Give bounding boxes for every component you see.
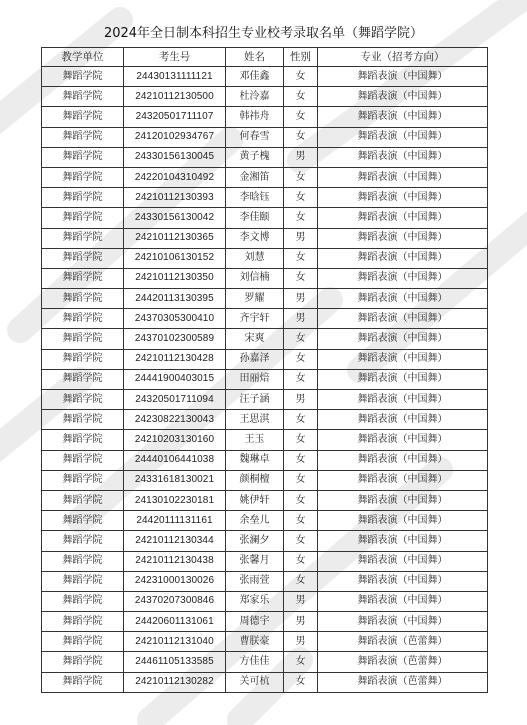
table-row	[42, 672, 488, 692]
cell-unit: 舞蹈学院	[42, 349, 124, 369]
cell-exam-id: 24320501711094	[124, 390, 226, 410]
cell-major: 舞蹈表演（中国舞）	[318, 309, 488, 329]
cell-name: 李佳颐	[226, 208, 284, 228]
cell-major: 舞蹈表演（中国舞）	[318, 369, 488, 389]
cell-unit: 舞蹈学院	[42, 652, 124, 672]
cell-unit: 舞蹈学院	[42, 107, 124, 127]
cell-exam-id: 24420113130395	[124, 289, 226, 309]
cell-exam-id: 24210203130160	[124, 430, 226, 450]
table-row	[42, 430, 488, 450]
cell-unit: 舞蹈学院	[42, 511, 124, 531]
cell-exam-id: 24210112130350	[124, 268, 226, 288]
cell-gender: 女	[284, 511, 318, 531]
cell-name: 金湘笛	[226, 167, 284, 187]
cell-gender: 男	[284, 591, 318, 611]
cell-gender: 男	[284, 228, 318, 248]
cell-gender: 女	[284, 87, 318, 107]
cell-exam-id: 24330156130045	[124, 147, 226, 167]
cell-exam-id: 24441900403015	[124, 369, 226, 389]
cell-exam-id: 24370207300846	[124, 591, 226, 611]
cell-name: 孙嘉泽	[226, 349, 284, 369]
cell-name: 王思淇	[226, 410, 284, 430]
cell-major: 舞蹈表演（中国舞）	[318, 167, 488, 187]
cell-major: 舞蹈表演（中国舞）	[318, 490, 488, 510]
cell-gender: 女	[284, 127, 318, 147]
table-row	[42, 410, 488, 430]
cell-major: 舞蹈表演（中国舞）	[318, 349, 488, 369]
cell-gender: 女	[284, 107, 318, 127]
table-row	[42, 188, 488, 208]
cell-name: 姚伊轩	[226, 490, 284, 510]
table-row	[42, 369, 488, 389]
cell-exam-id: 24210112130428	[124, 349, 226, 369]
cell-exam-id: 24331618130021	[124, 470, 226, 490]
table-row	[42, 147, 488, 167]
cell-name: 颜桐檀	[226, 470, 284, 490]
cell-exam-id: 24210112130438	[124, 551, 226, 571]
cell-gender: 女	[284, 450, 318, 470]
cell-major: 舞蹈表演（芭蕾舞）	[318, 652, 488, 672]
header-row	[42, 48, 488, 67]
cell-gender: 女	[284, 551, 318, 571]
cell-major: 舞蹈表演（中国舞）	[318, 531, 488, 551]
table-row	[42, 309, 488, 329]
cell-exam-id: 24370102300589	[124, 329, 226, 349]
cell-gender: 女	[284, 349, 318, 369]
table-row	[42, 612, 488, 632]
cell-major: 舞蹈表演（中国舞）	[318, 390, 488, 410]
cell-name: 齐宇轩	[226, 309, 284, 329]
cell-major: 舞蹈表演（中国舞）	[318, 208, 488, 228]
cell-name: 余垒儿	[226, 511, 284, 531]
table-row	[42, 107, 488, 127]
cell-exam-id: 24220104310492	[124, 167, 226, 187]
cell-exam-id: 24370305300410	[124, 309, 226, 329]
cell-name: 杜泠嘉	[226, 87, 284, 107]
cell-unit: 舞蹈学院	[42, 167, 124, 187]
cell-unit: 舞蹈学院	[42, 309, 124, 329]
table-row	[42, 632, 488, 652]
table-row	[42, 268, 488, 288]
cell-unit: 舞蹈学院	[42, 390, 124, 410]
header-major: 专业（招考方向）	[318, 48, 488, 67]
cell-name: 关可杭	[226, 672, 284, 692]
cell-major: 舞蹈表演（中国舞）	[318, 127, 488, 147]
cell-gender: 女	[284, 672, 318, 692]
cell-exam-id: 24430131111121	[124, 67, 226, 87]
cell-name: 王玉	[226, 430, 284, 450]
cell-unit: 舞蹈学院	[42, 551, 124, 571]
cell-unit: 舞蹈学院	[42, 470, 124, 490]
cell-gender: 女	[284, 531, 318, 551]
cell-gender: 女	[284, 208, 318, 228]
cell-unit: 舞蹈学院	[42, 490, 124, 510]
cell-gender: 女	[284, 490, 318, 510]
cell-unit: 舞蹈学院	[42, 531, 124, 551]
cell-major: 舞蹈表演（中国舞）	[318, 470, 488, 490]
cell-unit: 舞蹈学院	[42, 67, 124, 87]
cell-exam-id: 24130102230181	[124, 490, 226, 510]
cell-unit: 舞蹈学院	[42, 450, 124, 470]
cell-name: 田丽焙	[226, 369, 284, 389]
table-row	[42, 349, 488, 369]
cell-unit: 舞蹈学院	[42, 410, 124, 430]
cell-gender: 女	[284, 571, 318, 591]
table-row	[42, 652, 488, 672]
cell-major: 舞蹈表演（中国舞）	[318, 147, 488, 167]
cell-name: 罗耀	[226, 289, 284, 309]
table-row	[42, 127, 488, 147]
table-row	[42, 289, 488, 309]
cell-name: 李晗钰	[226, 188, 284, 208]
cell-major: 舞蹈表演（中国舞）	[318, 188, 488, 208]
cell-name: 刘慧	[226, 248, 284, 268]
cell-gender: 女	[284, 430, 318, 450]
table-row	[42, 67, 488, 87]
table-header	[42, 48, 488, 67]
cell-unit: 舞蹈学院	[42, 87, 124, 107]
cell-exam-id: 24320501711107	[124, 107, 226, 127]
cell-unit: 舞蹈学院	[42, 430, 124, 450]
cell-major: 舞蹈表演（中国舞）	[318, 289, 488, 309]
table-row	[42, 470, 488, 490]
cell-name: 郑家乐	[226, 591, 284, 611]
cell-gender: 男	[284, 147, 318, 167]
header-name: 姓名	[226, 48, 284, 67]
cell-major: 舞蹈表演（中国舞）	[318, 410, 488, 430]
cell-major: 舞蹈表演（中国舞）	[318, 430, 488, 450]
cell-unit: 舞蹈学院	[42, 369, 124, 389]
cell-gender: 男	[284, 612, 318, 632]
cell-exam-id: 24231000130026	[124, 571, 226, 591]
cell-exam-id: 24420601131061	[124, 612, 226, 632]
cell-exam-id: 24210112130393	[124, 188, 226, 208]
cell-unit: 舞蹈学院	[42, 228, 124, 248]
cell-unit: 舞蹈学院	[42, 571, 124, 591]
cell-major: 舞蹈表演（中国舞）	[318, 612, 488, 632]
table-row	[42, 551, 488, 571]
cell-unit: 舞蹈学院	[42, 127, 124, 147]
cell-gender: 女	[284, 369, 318, 389]
cell-unit: 舞蹈学院	[42, 147, 124, 167]
cell-gender: 女	[284, 188, 318, 208]
table-row	[42, 228, 488, 248]
cell-unit: 舞蹈学院	[42, 632, 124, 652]
cell-unit: 舞蹈学院	[42, 329, 124, 349]
cell-exam-id: 24461105133585	[124, 652, 226, 672]
cell-unit: 舞蹈学院	[42, 208, 124, 228]
cell-exam-id: 24210112131040	[124, 632, 226, 652]
cell-exam-id: 24420111131161	[124, 511, 226, 531]
table-row	[42, 329, 488, 349]
cell-name: 张雨萱	[226, 571, 284, 591]
table-row	[42, 511, 488, 531]
cell-major: 舞蹈表演（中国舞）	[318, 551, 488, 571]
cell-name: 周德宇	[226, 612, 284, 632]
cell-unit: 舞蹈学院	[42, 248, 124, 268]
table-row	[42, 248, 488, 268]
header-gender: 性别	[284, 48, 318, 67]
table-row	[42, 167, 488, 187]
cell-major: 舞蹈表演（中国舞）	[318, 571, 488, 591]
cell-name: 张馨月	[226, 551, 284, 571]
table-row	[42, 390, 488, 410]
cell-major: 舞蹈表演（中国舞）	[318, 591, 488, 611]
cell-major: 舞蹈表演（中国舞）	[318, 248, 488, 268]
cell-exam-id: 24210112130365	[124, 228, 226, 248]
cell-gender: 女	[284, 329, 318, 349]
cell-name: 邓佳鑫	[226, 67, 284, 87]
cell-major: 舞蹈表演（中国舞）	[318, 87, 488, 107]
table-row	[42, 571, 488, 591]
cell-major: 舞蹈表演（中国舞）	[318, 329, 488, 349]
cell-gender: 男	[284, 390, 318, 410]
cell-unit: 舞蹈学院	[42, 591, 124, 611]
cell-gender: 男	[284, 289, 318, 309]
cell-major: 舞蹈表演（芭蕾舞）	[318, 672, 488, 692]
cell-gender: 男	[284, 632, 318, 652]
cell-major: 舞蹈表演（中国舞）	[318, 67, 488, 87]
cell-unit: 舞蹈学院	[42, 612, 124, 632]
admission-table	[41, 47, 488, 693]
header-unit: 教学单位	[42, 48, 124, 67]
cell-unit: 舞蹈学院	[42, 188, 124, 208]
cell-name: 何春雪	[226, 127, 284, 147]
table-row	[42, 208, 488, 228]
cell-exam-id: 24230822130043	[124, 410, 226, 430]
cell-exam-id: 24210112130282	[124, 672, 226, 692]
cell-name: 曹朕豪	[226, 632, 284, 652]
table-body	[42, 67, 488, 693]
page-title: 2024年全日制本科招生专业校考录取名单（舞蹈学院）	[103, 26, 424, 41]
cell-name: 黄子槐	[226, 147, 284, 167]
cell-major: 舞蹈表演（中国舞）	[318, 228, 488, 248]
header-exam-id: 考生号	[124, 48, 226, 67]
cell-name: 韩祎舟	[226, 107, 284, 127]
cell-major: 舞蹈表演（中国舞）	[318, 268, 488, 288]
cell-name: 汪子涵	[226, 390, 284, 410]
cell-gender: 女	[284, 67, 318, 87]
cell-gender: 女	[284, 652, 318, 672]
table-row	[42, 490, 488, 510]
cell-name: 李文博	[226, 228, 284, 248]
cell-gender: 男	[284, 309, 318, 329]
cell-unit: 舞蹈学院	[42, 289, 124, 309]
cell-name: 张澜夕	[226, 531, 284, 551]
cell-exam-id: 24440106441038	[124, 450, 226, 470]
cell-major: 舞蹈表演（中国舞）	[318, 511, 488, 531]
cell-major: 舞蹈表演（芭蕾舞）	[318, 632, 488, 652]
table-row	[42, 591, 488, 611]
cell-name: 魏琳卓	[226, 450, 284, 470]
cell-name: 宋爽	[226, 329, 284, 349]
table-row	[42, 87, 488, 107]
cell-exam-id: 24210106130152	[124, 248, 226, 268]
cell-gender: 女	[284, 410, 318, 430]
cell-gender: 女	[284, 470, 318, 490]
cell-name: 刘信楠	[226, 268, 284, 288]
cell-exam-id: 24120102934767	[124, 127, 226, 147]
cell-exam-id: 24210112130500	[124, 87, 226, 107]
cell-major: 舞蹈表演（中国舞）	[318, 450, 488, 470]
cell-gender: 女	[284, 268, 318, 288]
cell-unit: 舞蹈学院	[42, 268, 124, 288]
cell-name: 方佳佳	[226, 652, 284, 672]
cell-gender: 女	[284, 248, 318, 268]
table-row	[42, 531, 488, 551]
cell-major: 舞蹈表演（中国舞）	[318, 107, 488, 127]
table-row	[42, 450, 488, 470]
cell-unit: 舞蹈学院	[42, 672, 124, 692]
cell-exam-id: 24210112130344	[124, 531, 226, 551]
cell-gender: 女	[284, 167, 318, 187]
cell-exam-id: 24330156130042	[124, 208, 226, 228]
